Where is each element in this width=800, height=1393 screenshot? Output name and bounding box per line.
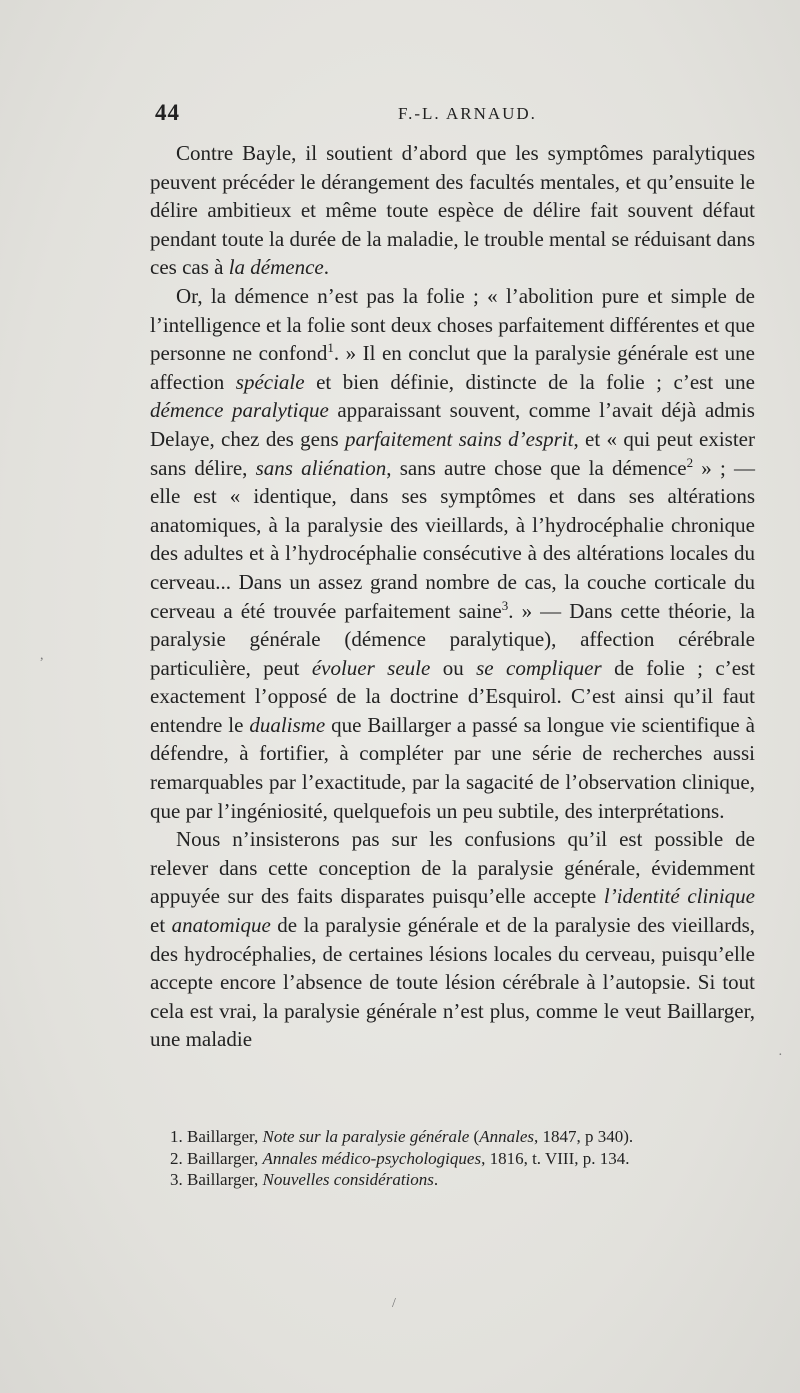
footnote [150,1148,755,1170]
page-header [150,100,755,134]
text-run: et bien définie, distincte de la folie ; c’est une [304,369,755,394]
text-run: , 1847, p 340). [534,1127,634,1146]
text-run: . » Il en conclut que la paralysie générale est une affection [150,341,755,394]
footnote [150,1169,755,1191]
text-run: Nous n’insisterons pas sur les confusions qu’il est possible de relever dans cette conception de la paralysie générale, évidemment appuyée sur des faits disparates puisqu’elle accepte [150,827,755,909]
paper-speck: / [392,1296,396,1311]
italic-text: spéciale [235,369,305,394]
text-run: » ; — elle est « identique, dans ses symptômes et dans ses altérations anatomiques, à la paralysie des vieillards, à l’hydrocéphalie chronique des adultes et à l’hydrocéphalie consécutive à des altérations locales du cerveau... Dans un assez grand nombre de cas, la couche corticale du cerveau a été trouvée parfaitement saine [150,455,755,623]
running-head: F.-L. ARNAUD. [398,104,537,123]
italic-text: Annales [479,1127,534,1146]
paragraph [150,282,755,825]
text-run: , et « qui peut exister sans délire, [150,426,755,480]
text-run: que Baillarger a passé sa longue vie scientifique à défendre, à fortifier, à compléter par une série de recherches aussi remarquables par l’exactitude, par la sagacité de l’observation clinique, que par l’ingéniosité, quelquefois un peu subtile, des interprétations. [150,712,755,823]
italic-text: évoluer seule [311,655,431,680]
footnote-reference: 1 [327,340,334,356]
italic-text: sans aliénation [255,455,387,480]
italic-text: anatomique [171,913,271,938]
text-run: ( [469,1127,480,1146]
text-run: , 1816, t. VIII, p. 134. [481,1148,630,1168]
italic-text: se compliquer [476,655,602,680]
text-run: de la paralysie générale et de la paralysie des vieillards, des hydrocéphalies, de certaines lésions locales du cerveau, puisqu’elle accepte encore l’absence de toute lésion cérébrale à l’autopsie. Si tout cela est vrai, la paralysie générale n’est plus, comme le veut Baillarger, une maladie [150,913,755,1052]
text-run: . [433,1170,439,1189]
italic-text: parfaitement sains d’esprit [344,426,574,451]
italic-text: dualisme [249,712,326,737]
body-text [150,139,755,1054]
footnote-reference: 3 [501,597,509,613]
paper-speck: · [778,1048,783,1063]
italic-text: la démence [228,255,324,280]
text-run: Or, la démence n’est pas la folie ; « l’abolition pure et simple de l’intelligence et la folie sont deux choses parfaitement différentes et que personne ne confond [150,283,755,366]
italic-text: l’identité clinique [603,884,756,909]
text-run: 3. Baillarger, [170,1170,263,1189]
text-run: ou [430,655,477,680]
text-run: , sans autre chose que la démence [386,455,687,480]
text-run: de folie ; c’est exactement l’opposé de la doctrine d’Esquirol. C’est ainsi qu’il faut entendre le [150,655,756,737]
footnotes [150,1126,755,1191]
text-run: Contre Bayle, il soutient d’abord que les symptômes paralytiques peuvent précéder le dérangement des facultés mentales, et qu’ensuite le délire ambitieux et même toute espèce de délire fait souvent défaut pendant toute la durée de la maladie, le trouble mental se réduisant dans ces cas à [150,141,755,280]
text-run: . [323,255,329,280]
text-run: . » — Dans cette théorie, la paralysie générale (démence paralytique), affection cérébrale particulière, peut [150,598,755,680]
italic-text: Annales médico-psychologiques [262,1148,482,1168]
paragraph [150,825,755,1054]
italic-text: Nouvelles considérations [262,1170,434,1189]
paragraph [150,139,755,282]
text-run: 2. Baillarger, [170,1148,263,1168]
page-number: 44 [155,100,180,125]
footnote-reference: 2 [686,454,694,470]
text-run: et [150,913,172,938]
paper-speck: , [40,648,44,663]
text-run: apparaissant souvent, comme l’avait déjà admis Delaye, chez des gens [150,398,755,451]
italic-text: démence paralytique [150,398,329,423]
footnote [150,1126,755,1148]
italic-text: Note sur la paralysie générale [262,1127,470,1146]
text-run: 1. Baillarger, [170,1127,263,1146]
